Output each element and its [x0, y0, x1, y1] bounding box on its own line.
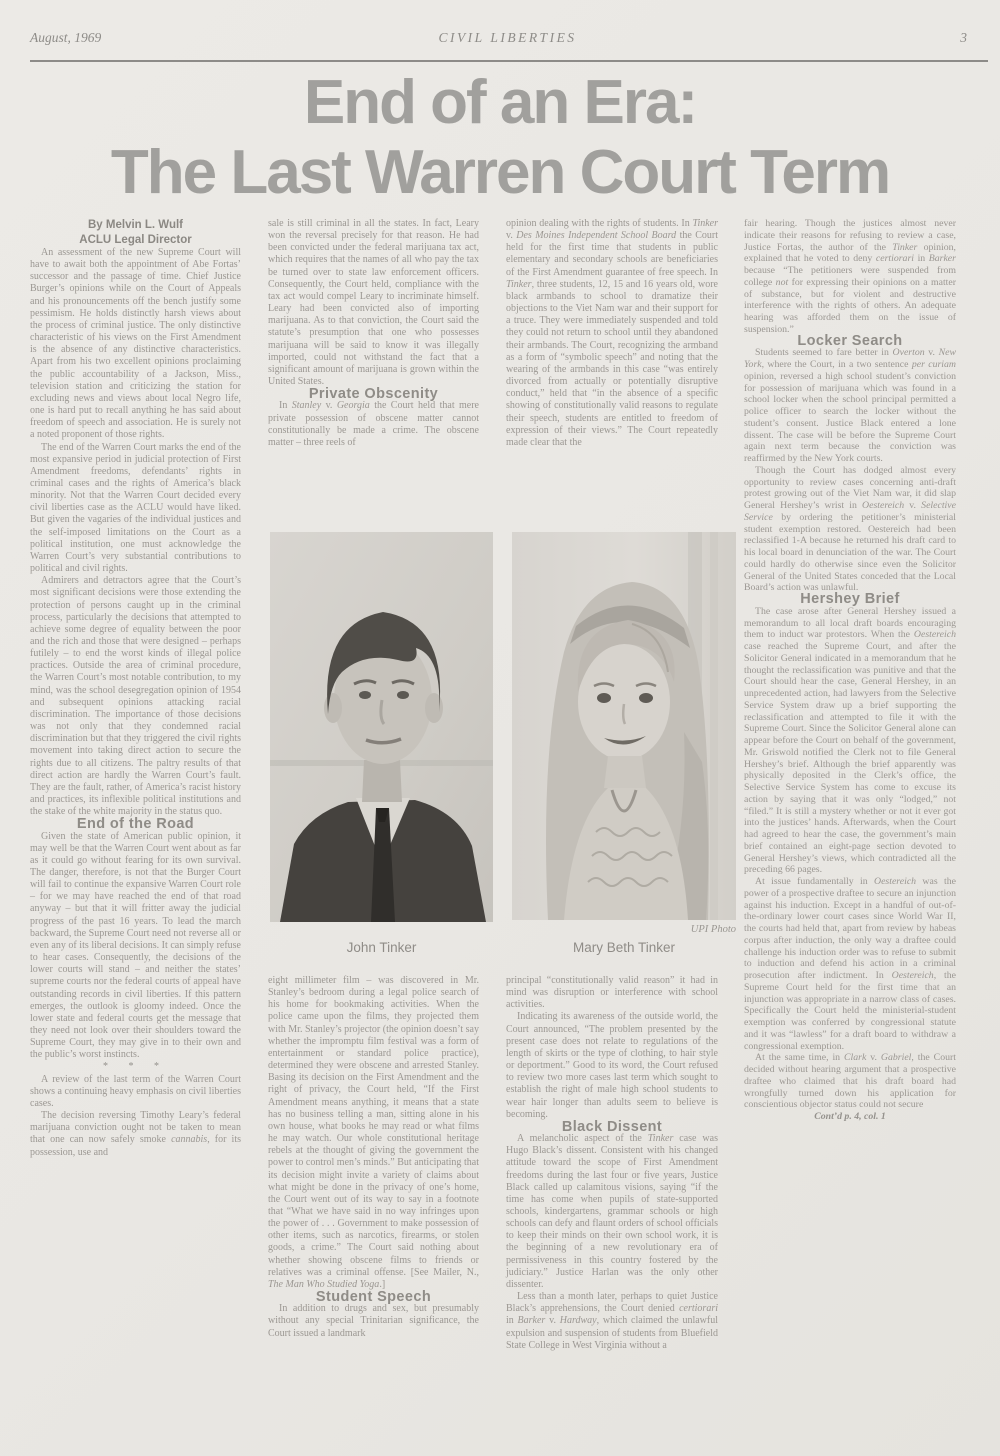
section-heading-private-obscenity: Private Obscenity	[308, 386, 439, 403]
section-heading-student-speech: Student Speech	[315, 1289, 432, 1306]
body-paragraph: sale is still criminal in all the states. In fact, Leary won the reversal precisely for that reason. He had been convicted under the federal marijuana tax act, which requires that the names of all who pay the tax be turned over to state law enforcement officers. Consequently, the Court held, compliance with the tax act would compel Leary to incriminate himself. Leary had been convicted also of importing marijuana. As to that conviction, the Court said the statute’s presumption that one who possesses marijuana will be said to know it was illegally imported, could not withstand the fact that a significant amount of marijuana is grown within the United States.	[268, 218, 479, 388]
byline	[30, 218, 241, 247]
body-paragraph: In Stanley v. Georgia the Court held that mere private possession of obscene matter cannot constitutionally be made a crime. The obscene matter – three reels of	[268, 400, 479, 448]
mary-beth-tinker-photo	[512, 532, 736, 920]
section-heading-black-dissent: Black Dissent	[561, 1118, 663, 1135]
column-1	[30, 218, 241, 1159]
body-paragraph: A review of the last term of the Warren Court shows a continuing heavy emphasis on civil liberties cases.	[30, 1073, 241, 1109]
byline-title: ACLU Legal Director	[79, 233, 192, 246]
body-paragraph: Students seemed to fare better in Overton v. New York, where the Court, in a two sentence per curiam opinion, reversed a high school student’s conviction for possession of marijuana which was found in a school locker when the school principal permitted a police officer to search the locker without the student’s consent. Justice Black entered a lone dissent. The case will be before the Supreme Court again next term because the conviction was reaffirmed by the New York courts.	[744, 347, 956, 464]
article-headline	[0, 68, 1000, 208]
asterisk-divider: * * *	[103, 1061, 168, 1073]
john-tinker-photo	[270, 532, 493, 922]
body-paragraph: opinion dealing with the rights of students. In Tinker v. Des Moines Independent School Board the Court held for the first time that students in public elementary and secondary schools are beneficiaries of the First Amendment guarantee of free speech. In Tinker, three students, 12, 15 and 16 years old, wore black armbands to school to dramatize their objections to the Viet Nam war and their support for a truce. They were immediately suspended and told they could not return to school until they abandoned their armbands. The Court, recognizing the armband as a form of “symbolic speech” and noting that the wearing of the armbands in this case “was entirely divorced from actually or potentially disruptive conduct,” held that “in the absence of a specific showing of constitutionally valid reasons to regulate their speech, students are entitled to freedom of expression of their views.” The Court repeatedly made clear that the	[506, 218, 718, 448]
photo-credit: UPI Photo	[690, 924, 736, 935]
photo-caption-mary-beth-tinker: Mary Beth Tinker	[572, 940, 676, 955]
body-paragraph: The case arose after General Hershey issued a memorandum to all local draft boards encouraging them to induct war protestors. When the Oestereich case reached the Supreme Court, and after the Solicitor General indicated in a memorandum that he thought the reclassification was punitive and that the Court should hear the case, General Hershey, in an unprecedented action, had lawyers from the Selective Service System draw up a brief supporting the reclassification and attempted to file it with the Supreme Court. Since the Solicitor General alone can appear before the Court on behalf of the government, Mr. Griswold notified the Clerk not to file General Hershey’s brief. Although the brief apparently was physically deposited in the Clerk’s office, the Selective Service System has come to excuse its action by saying that it was only “lodged,” not “filed.” It is still a mystery whether or not it ever got into the justices’ hands. Afterwards, when the Court had agreed to hear the case, the government’s main brief contained an eight-page section devoted to General Hershey’s views, which contradicted all the preceding 66 pages.	[744, 605, 956, 876]
column-2-top	[268, 218, 479, 449]
body-paragraph: fair hearing. Though the justices almost never indicate their reasons for refusing to review a case, Justice Fortas, the author of the Tinker opinion, explained that he voted to deny certiorari in Barker because “The petitioners were suspended from college not for expressing their opinions on a matter of substance, but for violent and destructive interference with the rights of others. An adequate hearing was afforded them on the issue of suspension.”	[744, 218, 956, 335]
section-heading-end-of-the-road: End of the Road	[76, 816, 195, 833]
column-3-bottom	[506, 975, 718, 1352]
masthead-title: CIVIL LIBERTIES	[438, 30, 577, 45]
column-2-bottom	[268, 975, 479, 1340]
body-paragraph: Indicating its awareness of the outside world, the Court announced, “The problem presented by the present case does not relate to regulations of the length of skirts or the type of clothing, to hair style or deportment.” Good to its word, the Court refused to review two more cases last term which sought to establish the right of male high school students to wear hair longer than adults seem to believe is becoming.	[506, 1011, 718, 1120]
byline-author: By Melvin L. Wulf	[88, 219, 183, 231]
issue-date: August, 1969	[30, 30, 102, 45]
column-4	[744, 218, 956, 1123]
column-3-top	[506, 218, 718, 449]
body-paragraph: Given the state of American public opinion, it may well be that the Warren Court went about as far as it could go without fearing for its own survival. The danger, therefore, is not that the Burger Court will fail to continue the expansive Warren Court role – for we may have reached the end of that road anyway – but that it will fritter away the judicial progress of the past 16 years. To lead the march backward, the Supreme Court need not reverse all or even any of its liberal decisions. It can simply refuse to hear cases. Consequently, the decisions of the lower courts will stand – and neither the states’ supreme courts nor the federal courts of appeal have outstanding records in civil liberties. If this pattern emerges, the outlook is gloomy indeed. Once the lower state and federal courts get the message that they need not look over their shoulders toward the Supreme Court, they may give in to their own and the public’s worst instincts.	[30, 830, 241, 1061]
body-paragraph: Though the Court has dodged almost every opportunity to review cases concerning anti-draft protest growing out of the Viet Nam war, it did slap General Hershey’s wrist in Oestereich v. Selective Service by ordering the petitioner’s ministerial student exemption restored. Oestereich had been reclassified 1-A because he returned his draft card to his local board in denunciation of the war. The Court could hardly do otherwise since even the Solicitor General of the United States conceded that the Local Board’s action was unlawful.	[744, 464, 956, 594]
headline-line2: The Last Warren Court Term	[110, 138, 890, 207]
body-paragraph: The decision reversing Timothy Leary’s federal marijuana conviction ought not be taken to mean that one can now safely smoke cannabis, for its possession, use and	[30, 1110, 241, 1158]
photo-caption-john-tinker: John Tinker	[346, 940, 417, 955]
section-heading-hershey-brief: Hershey Brief	[800, 591, 900, 607]
section-heading-locker-search: Locker Search	[797, 332, 903, 349]
page-header	[30, 30, 985, 48]
header-rule	[30, 60, 988, 62]
body-paragraph: An assessment of the new Supreme Court will have to await both the appointment of Abe Fortas’ successor and the passage of time. Chief Justice Burger’s opinions while on the Court of Appeals and his pronouncements off the bench justify some pessimism. He holds distinctly harsh views about the process of criminal justice. The only distinctive characteristic of his views on the First Amendment is the absence of any distinctive characteristics. Apart from his two excellent opinions proclaiming the public accountability of a Jackson, Miss., television station and criticizing the station for excluding news and views about local Negro life, one is hard put to recall anything he has said about freedom of speech and association. He is surely not a noted proponent of those rights.	[30, 247, 241, 441]
body-paragraph: Admirers and detractors agree that the Court’s most significant decisions were those extending the protection of persons caught up in the criminal process, particularly the decisions that attempted to achieve some degree of equality between the poor and the rich and those that were designed – perhaps futilely – to end the worst kinds of illegal police practices. Outside the area of criminal procedure, the Warren Court’s most notable contribution, to my mind, was the school desegregation opinion of 1954 and subsequent opinions attacking racial discrimination. The importance of those decisions was not only that they condemned racial discrimination but that they triggered the civil rights movement into taking direct action to secure the rights due to all citizens. The paltry results of that direct action are hardly the Warren Court’s fault. They are the fault, rather, of America’s racist history and practices, its inflexible political institutions and the stake of the white majority in the status quo.	[30, 575, 241, 818]
body-paragraph: At issue fundamentally in Oestereich was the power of a prospective draftee to secure an injunction against his induction. Except in a handful of out-of-the-ordinary lower court cases since World War II, the courts had held that, apart from review by habeas corpus after induction, the only way a draftee could challenge his induction order was to refuse to submit to induction and defend his action in a criminal prosecution after indictment. In Oestereich, the Supreme Court held for the first time that an injunction was appropriate in a narrow class of cases. Specifically the Court held the ministerial-student exemption was conferred by congressional statute and it was “lawless” for a draft board to withdraw a congressional exemption.	[744, 876, 956, 1052]
continued-note: Cont’d p. 4, col. 1	[814, 1111, 886, 1122]
body-paragraph: principal “constitutionally valid reason” it had in mind was disruption or interference with school activities.	[506, 975, 718, 1011]
page-number: 3	[960, 30, 967, 45]
headline-line1: End of an Era:	[303, 68, 697, 137]
body-paragraph: Less than a month later, perhaps to quiet Justice Black’s apprehensions, the Court denied certiorari in Barker v. Hardway, which claimed the unlawful expulsion and suspension of students from Bluefield State College in West Virginia without a	[506, 1291, 718, 1351]
mary-beth-tinker-portrait-graphic	[512, 532, 736, 920]
john-tinker-portrait-graphic	[270, 532, 493, 922]
body-paragraph: eight millimeter film – was discovered in Mr. Stanley’s bedroom during a legal police search of his home for bookmaking activities. When the police came upon the films, they projected them with Mr. Stanley’s projector (the opinion doesn’t say whether the impromptu film festival was a form of entertainment or standard police practice), determined they were obscene and arrested Stanley. Basing its decision on the First Amendment and the right of privacy, the Court held, “If the First Amendment means anything, it means that a state has no business telling a man, sitting alone in his own house, what books he may read or what films he may watch. Our whole constitutional heritage rebels at the thought of giving the government the power to control men’s minds.” But anticipating that its decision might invite a variety of claims about what might be done in the privacy of one’s home, the Court went out of its way to say in a footnote that “What we have said in no way infringes upon the power of . . . Government to make possession of other items, such as narcotics, firearms, or stolen goods, a crime.” The Court said nothing about whether showing obscene films to friends or relatives was a criminal offense. [See Mailer, N., The Man Who Studied Yoga.]	[268, 975, 479, 1290]
body-paragraph: In addition to drugs and sex, but presumably without any special Trinitarian significance, the Court issued a landmark	[268, 1303, 479, 1339]
body-paragraph: A melancholic aspect of the Tinker case was Hugo Black’s dissent. Consistent with his changed attitude toward the scope of First Amendment freedoms during the last four or five years, Justice Black called up calamitous visions, saying “if the time has come when pupils of state-supported schools, kindergartens, grammar schools or high schools can defy and flaunt orders of school officials to keep their minds on their own school work, it is the beginning of a new revolutionary era of permissiveness in this country fostered by the judiciary.” Justice Harlan was the only other dissenter.	[506, 1133, 718, 1290]
body-paragraph: The end of the Warren Court marks the end of the most expansive period in judicial protection of First Amendment freedoms, defendants’ rights in criminal cases and the rights of America’s black minority. Not that the Warren Court decided every civil liberties case as the ACLU would have liked. But given the vagaries of the individual justices and the self-imposed limitations on the Court as a political institution, one must acknowledge the Warren Court’s very substantial contributions to political and civil rights.	[30, 441, 241, 575]
body-paragraph: At the same time, in Clark v. Gabriel, the Court decided without hearing argument that a prospective draftee who claimed that his draft board had wrongfully turned down his application for conscientious objector status could not secure	[744, 1052, 956, 1111]
